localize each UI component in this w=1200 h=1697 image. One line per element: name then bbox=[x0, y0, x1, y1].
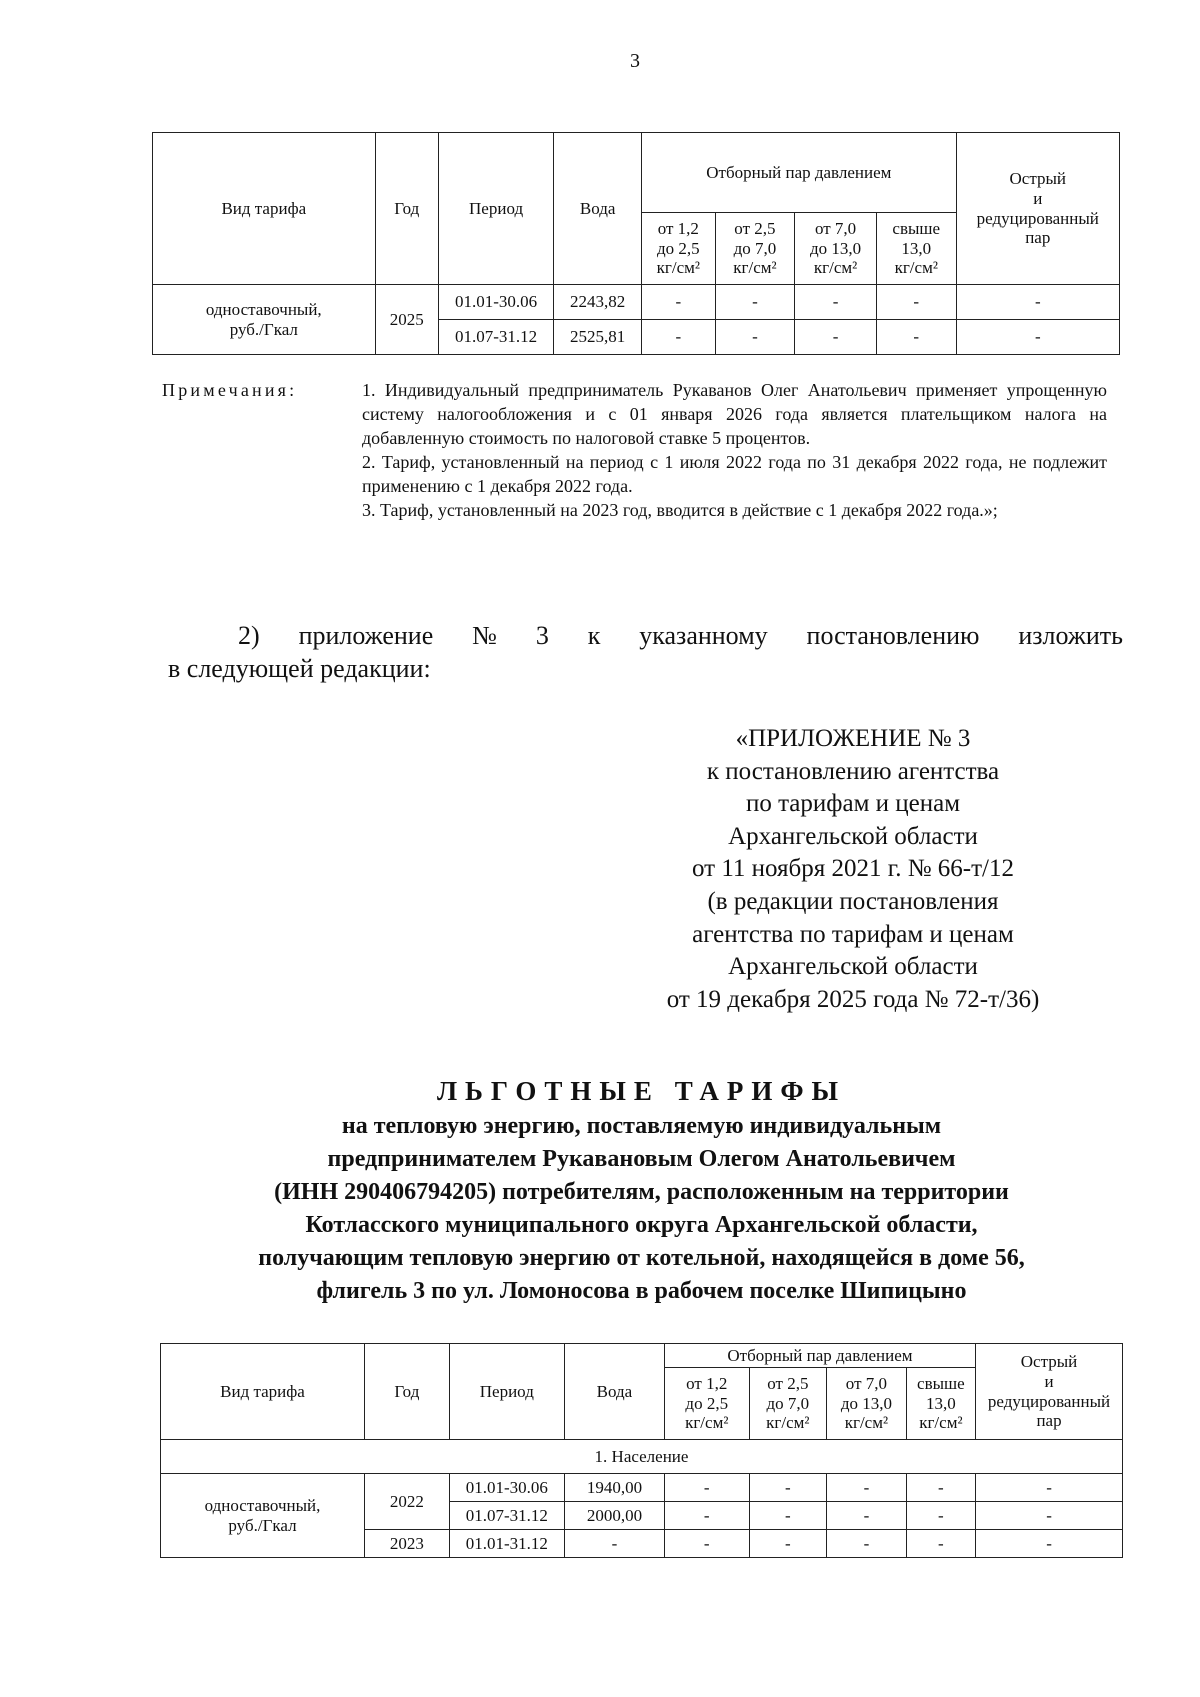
note-2: 2. Тариф, установленный на период с 1 июля 2022 года по 31 декабря 2022 года, не подлежит применению с 1 декабря 2022 года. bbox=[362, 452, 1107, 496]
year-cell: 2025 bbox=[375, 285, 438, 355]
header-tariff-type: Вид тарифа bbox=[161, 1344, 365, 1440]
appendix-header: «ПРИЛОЖЕНИЕ № 3 к постановлению агентства по тарифам и ценам Архангельской области от 11 ноября 2021 г. № 66-т/12 (в редакции постановления агентства по тарифам и ценам Архангельской области от 19 декабря 2025 года № 72-т/36) bbox=[666, 725, 1040, 1013]
header-pressure-3: от 7,0 до 13,0 кг/см² bbox=[795, 213, 877, 285]
p1-cell: - bbox=[664, 1502, 749, 1530]
p3-cell: - bbox=[827, 1530, 907, 1558]
p1-cell: - bbox=[642, 320, 716, 355]
tariff-table-2 bbox=[160, 1343, 1123, 1558]
period-cell: 01.01-30.06 bbox=[438, 285, 553, 320]
water-cell: 2525,81 bbox=[554, 320, 642, 355]
p4-cell: - bbox=[906, 1502, 975, 1530]
section-row: 1. Население bbox=[161, 1440, 1123, 1474]
header-sharp-steam: Острый и редуцированный пар bbox=[956, 133, 1119, 285]
p2-cell: - bbox=[715, 320, 795, 355]
water-cell: 2000,00 bbox=[564, 1502, 664, 1530]
p4-cell: - bbox=[906, 1530, 975, 1558]
header-water: Вода bbox=[564, 1344, 664, 1440]
p1-cell: - bbox=[642, 285, 716, 320]
sharp-cell: - bbox=[976, 1502, 1123, 1530]
document-title: ЛЬГОТНЫЕ ТАРИФЫ на тепловую энергию, поставляемую индивидуальным предпринимателем Рукавановым Олегом Анатольевичем (ИНН 290406794205) потребителям, расположенным на территории Котласского муниципального округа Архангельской области, получающим тепловую энергию от котельной, находящейся в доме 56, флигель 3 по ул. Ломоносова в рабочем поселке Шипицыно bbox=[160, 1072, 1123, 1308]
period-cell: 01.07-31.12 bbox=[449, 1502, 564, 1530]
title-main: ЛЬГОТНЫЕ ТАРИФЫ bbox=[436, 1076, 847, 1106]
table-row bbox=[153, 285, 1120, 320]
header-pressure-2: от 2,5 до 7,0 кг/см² bbox=[715, 213, 795, 285]
sharp-cell: - bbox=[956, 285, 1119, 320]
p4-cell: - bbox=[876, 320, 956, 355]
tariff-type-cell: одноставочный, руб./Гкал bbox=[153, 285, 376, 355]
item-2-line-2: в следующей редакции: bbox=[168, 654, 431, 683]
year-cell: 2022 bbox=[365, 1474, 450, 1530]
p3-cell: - bbox=[795, 285, 877, 320]
p1-cell: - bbox=[664, 1474, 749, 1502]
header-tariff-type: Вид тарифа bbox=[153, 133, 376, 285]
tariff-table-1 bbox=[152, 132, 1120, 355]
header-pressure-1: от 1,2 до 2,5 кг/см² bbox=[642, 213, 716, 285]
p3-cell: - bbox=[827, 1502, 907, 1530]
header-period: Период bbox=[438, 133, 553, 285]
header-pressure-1: от 1,2 до 2,5 кг/см² bbox=[664, 1368, 749, 1440]
header-water: Вода bbox=[554, 133, 642, 285]
p3-cell: - bbox=[827, 1474, 907, 1502]
sharp-cell: - bbox=[956, 320, 1119, 355]
p4-cell: - bbox=[906, 1474, 975, 1502]
p2-cell: - bbox=[749, 1502, 827, 1530]
header-year: Год bbox=[365, 1344, 450, 1440]
water-cell: - bbox=[564, 1530, 664, 1558]
water-cell: 2243,82 bbox=[554, 285, 642, 320]
header-pressure-3: от 7,0 до 13,0 кг/см² bbox=[827, 1368, 907, 1440]
p2-cell: - bbox=[749, 1530, 827, 1558]
period-cell: 01.07-31.12 bbox=[438, 320, 553, 355]
note-1: 1. Индивидуальный предприниматель Рукаванов Олег Анатольевич применяет упрощенную систему налогообложения и с 01 января 2026 года является плательщиком налога на добавленную стоимость по налоговой ставке 5 процентов. bbox=[362, 380, 1107, 448]
period-cell: 01.01-30.06 bbox=[449, 1474, 564, 1502]
header-sharp-steam: Острый и редуцированный пар bbox=[976, 1344, 1123, 1440]
note-3: 3. Тариф, установленный на 2023 год, вводится в действие с 1 декабря 2022 года.»; bbox=[362, 500, 998, 520]
sharp-cell: - bbox=[976, 1474, 1123, 1502]
p4-cell: - bbox=[876, 285, 956, 320]
p2-cell: - bbox=[749, 1474, 827, 1502]
sharp-cell: - bbox=[976, 1530, 1123, 1558]
year-cell: 2023 bbox=[365, 1530, 450, 1558]
header-pressure-2: от 2,5 до 7,0 кг/см² bbox=[749, 1368, 827, 1440]
header-extraction-steam: Отборный пар давлением bbox=[642, 133, 956, 213]
header-pressure-4: свыше 13,0 кг/см² bbox=[876, 213, 956, 285]
p2-cell: - bbox=[715, 285, 795, 320]
header-extraction-steam: Отборный пар давлением bbox=[664, 1344, 975, 1368]
header-pressure-4: свыше 13,0 кг/см² bbox=[906, 1368, 975, 1440]
period-cell: 01.01-31.12 bbox=[449, 1530, 564, 1558]
p1-cell: - bbox=[664, 1530, 749, 1558]
p3-cell: - bbox=[795, 320, 877, 355]
notes-label: Примечания: bbox=[162, 380, 298, 400]
water-cell: 1940,00 bbox=[564, 1474, 664, 1502]
table-row bbox=[161, 1474, 1123, 1502]
header-year: Год bbox=[375, 133, 438, 285]
page-number: 3 bbox=[630, 50, 640, 72]
tariff-type-cell: одноставочный, руб./Гкал bbox=[161, 1474, 365, 1558]
header-period: Период bbox=[449, 1344, 564, 1440]
item-2-paragraph: 2) приложение № 3 к указанному постановлению изложить в следующей редакции: bbox=[168, 621, 1123, 683]
